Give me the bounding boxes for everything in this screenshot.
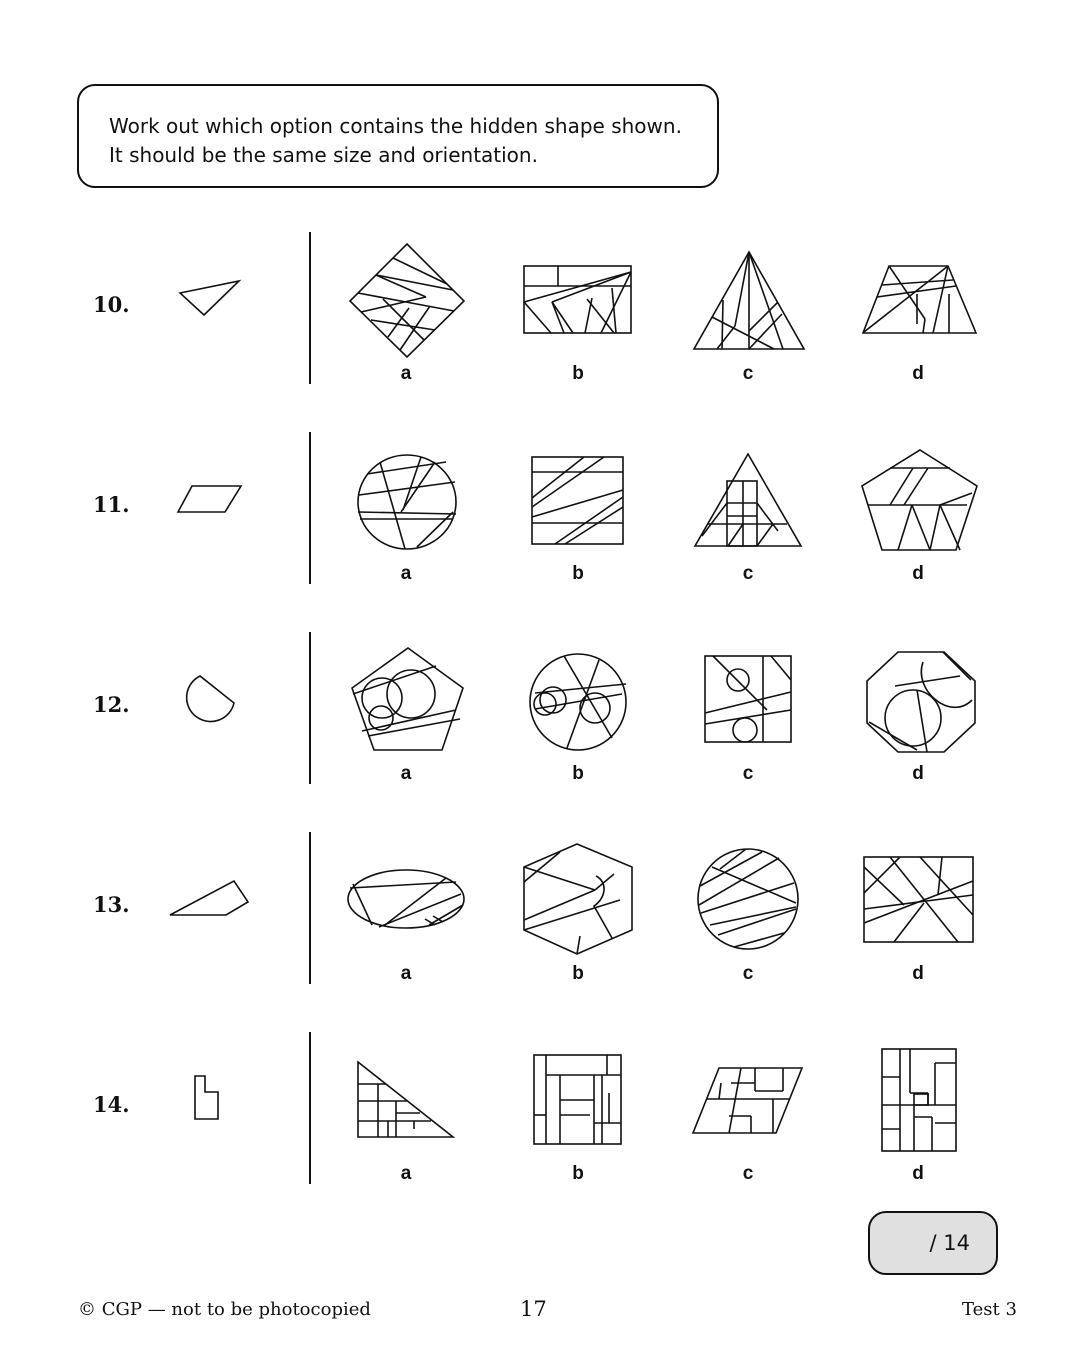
option-12a-figure[interactable] — [350, 646, 466, 754]
target-cut-circle-icon — [180, 673, 240, 729]
option-label: a — [400, 363, 412, 384]
divider — [309, 832, 311, 984]
option-label: d — [912, 963, 924, 984]
option-label: b — [572, 563, 584, 584]
instruction-line-2: It should be the same size and orientation. — [109, 143, 538, 167]
option-14b-figure[interactable] — [532, 1053, 624, 1147]
copyright-notice: © CGP — not to be photocopied — [78, 1299, 371, 1320]
option-label: b — [572, 363, 584, 384]
option-label: d — [912, 1163, 924, 1184]
target-stepped-l-shape-icon — [192, 1073, 226, 1123]
option-label: d — [912, 363, 924, 384]
option-label: c — [742, 363, 754, 384]
instruction-line-1: Work out which option contains the hidden shape shown. — [109, 114, 682, 138]
divider — [309, 1032, 311, 1184]
option-11b-figure[interactable] — [530, 455, 626, 547]
divider — [309, 232, 311, 384]
option-label: c — [742, 1163, 754, 1184]
instruction-box — [77, 84, 719, 188]
option-10d-figure[interactable] — [861, 264, 979, 336]
target-parallelogram-icon — [175, 482, 245, 516]
option-11a-figure[interactable] — [355, 452, 459, 552]
test-label: Test 3 — [962, 1299, 1017, 1320]
option-14c-figure[interactable] — [691, 1066, 805, 1136]
option-11c-figure[interactable] — [693, 452, 803, 548]
option-label: c — [742, 963, 754, 984]
question-number: 10. — [93, 292, 130, 317]
option-label: b — [572, 763, 584, 784]
target-triangle-icon — [175, 278, 245, 320]
option-label: c — [742, 763, 754, 784]
question-number: 13. — [93, 892, 130, 917]
option-label: a — [400, 763, 412, 784]
option-14d-figure[interactable] — [880, 1047, 958, 1153]
score-box: / 14 — [868, 1211, 998, 1275]
option-13d-figure[interactable] — [862, 855, 976, 945]
option-14a-figure[interactable] — [356, 1060, 456, 1140]
option-13b-figure[interactable] — [522, 842, 634, 956]
option-label: a — [400, 563, 412, 584]
question-number: 11. — [93, 492, 130, 517]
question-number: 12. — [93, 692, 130, 717]
divider — [309, 432, 311, 584]
option-10b-figure[interactable] — [522, 264, 634, 336]
target-quadrilateral-icon — [166, 878, 252, 920]
option-11d-figure[interactable] — [860, 448, 980, 554]
option-label: a — [400, 963, 412, 984]
option-12d-figure[interactable] — [865, 650, 977, 754]
question-number: 14. — [93, 1092, 130, 1117]
option-label: c — [742, 563, 754, 584]
option-label: d — [912, 763, 924, 784]
option-label: b — [572, 963, 584, 984]
option-10c-figure[interactable] — [692, 250, 806, 352]
option-12b-figure[interactable] — [527, 652, 629, 752]
option-label: a — [400, 1163, 412, 1184]
option-10a-figure[interactable] — [348, 242, 466, 360]
divider — [309, 632, 311, 784]
option-label: b — [572, 1163, 584, 1184]
option-13a-figure[interactable] — [345, 867, 467, 931]
page-number: 17 — [520, 1297, 547, 1321]
option-13c-figure[interactable] — [694, 847, 802, 951]
option-label: d — [912, 563, 924, 584]
option-12c-figure[interactable] — [703, 654, 793, 744]
